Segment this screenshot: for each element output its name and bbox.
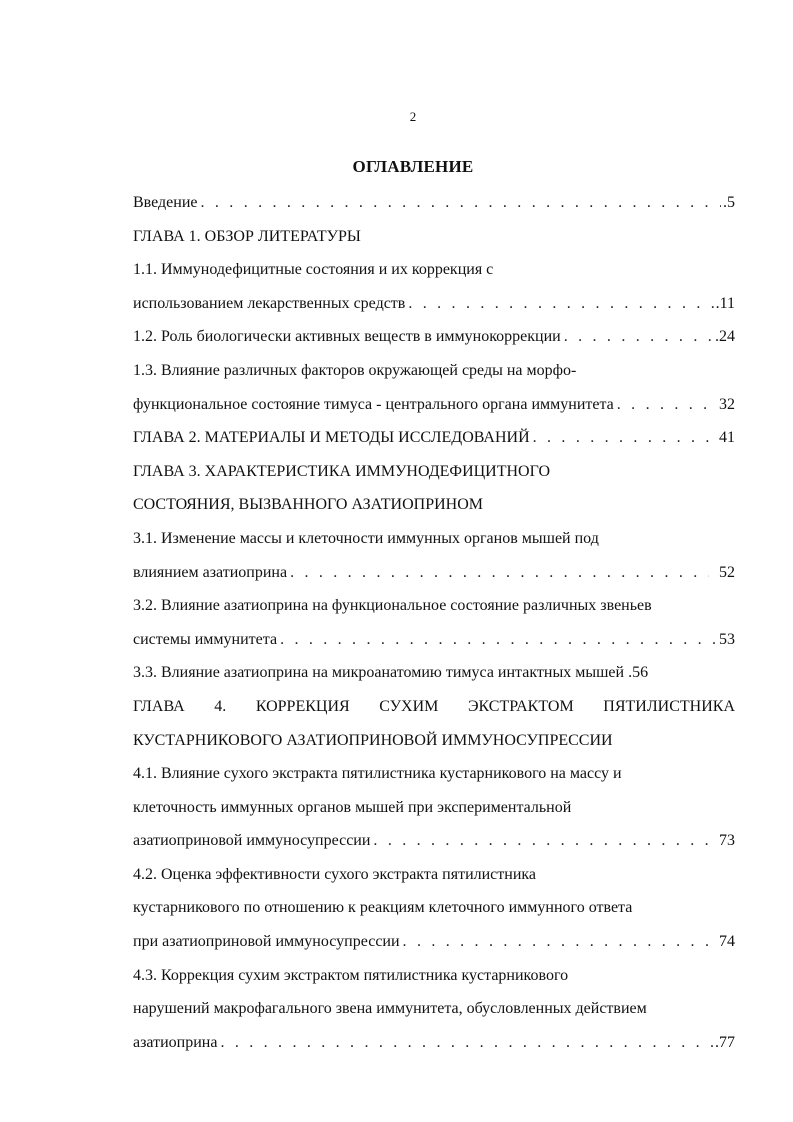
toc-entry-text: влиянием азатиоприна: [133, 563, 288, 581]
toc-chapter-3-line2[interactable]: СОСТОЯНИЯ, ВЫЗВАННОГО АЗАТИОПРИНОМ: [133, 496, 483, 514]
toc-entry-4-1-line1[interactable]: 4.1. Влияние сухого экстракта пятилистника кустарникового на массу и: [133, 765, 622, 783]
toc-entry-page: .5: [723, 194, 735, 211]
toc-entry-3-1[interactable]: [133, 556, 735, 590]
table-of-contents: [133, 186, 735, 1059]
toc-entry-page: 32: [719, 395, 735, 413]
toc-entry-text: системы иммунитета: [133, 630, 278, 648]
toc-entry-1-1[interactable]: [133, 287, 735, 321]
toc-chapter-4-line2[interactable]: КУСТАРНИКОВОГО АЗАТИОПРИНОВОЙ ИММУНОСУПРЕССИИ: [133, 731, 613, 749]
dot-leader: [614, 388, 717, 422]
toc-entry-page: .24: [715, 328, 735, 346]
toc-entry-1-3-line1[interactable]: 1.3. Влияние различных факторов окружающей среды на морфо-: [133, 361, 577, 379]
toc-entry-1-2[interactable]: [133, 320, 735, 354]
toc-chapter-4-line1[interactable]: ГЛАВА 4. КОРРЕКЦИЯ СУХИМ ЭКСТРАКТОМ ПЯТИЛИСТНИКА: [133, 697, 735, 715]
toc-entry-1-1-line1[interactable]: 1.1. Иммунодефицитные состояния и их коррекция с: [133, 261, 494, 279]
dot-leader: [561, 320, 713, 354]
dot-leader: [400, 925, 717, 959]
toc-entry-text: при азатиоприновой иммуносупрессии: [133, 933, 400, 951]
toc-entry-4-2-line1[interactable]: 4.2. Оценка эффективности сухого экстракта пятилистника: [133, 865, 537, 883]
toc-entry-text: азатиоприна: [133, 1033, 218, 1051]
toc-entry-3-3[interactable]: 3.3. Влияние азатиоприна на микроанатомию тимуса интактных мышей .56: [133, 664, 649, 682]
toc-entry-1-3[interactable]: [133, 388, 735, 422]
toc-entry-text: азатиоприновой иммуносупрессии: [133, 832, 371, 850]
toc-chapter-3-line1[interactable]: ГЛАВА 3. ХАРАКТЕРИСТИКА ИММУНОДЕФИЦИТНОГО: [133, 462, 551, 480]
dot-leader: [287, 556, 709, 590]
toc-entry-3-2[interactable]: [133, 623, 735, 657]
toc-entry-4-1[interactable]: [133, 824, 735, 858]
toc-entry-4-3-line1[interactable]: 4.3. Коррекция сухим экстрактом пятилистника кустарникового: [133, 966, 569, 984]
toc-entry-4-3-line2[interactable]: нарушений макрофагального звена иммунитета, обусловленных действием: [133, 1000, 647, 1018]
toc-chapter-2[interactable]: [133, 421, 735, 455]
dot-leader: [198, 186, 722, 220]
dot-leader: [370, 824, 709, 858]
toc-entry-page: 53: [719, 630, 735, 648]
toc-title: ОГЛАВЛЕНИЕ: [352, 157, 474, 176]
toc-entry-text: использованием лекарственных средств: [133, 294, 406, 312]
dot-leader: [405, 287, 713, 321]
toc-entry-page: 74: [719, 933, 735, 951]
toc-entry-text: 1.2. Роль биологически активных веществ в иммунокоррекции: [133, 328, 561, 346]
page-number: 2: [409, 109, 417, 124]
toc-entry-text: функциональное состояние тимуса - центрального органа иммунитета: [133, 395, 614, 413]
toc-entry-intro[interactable]: [133, 186, 735, 220]
toc-entry-text: ГЛАВА 2. МАТЕРИАЛЫ И МЕТОДЫ ИССЛЕДОВАНИЙ: [133, 429, 530, 447]
toc-entry-3-1-line1[interactable]: 3.1. Изменение массы и клеточности иммунных органов мышей под: [133, 529, 599, 547]
toc-entry-page: 41: [719, 429, 735, 447]
toc-entry-4-1-line2[interactable]: клеточность иммунных органов мышей при экспериментальной: [133, 798, 572, 816]
dot-leader: [277, 623, 717, 657]
toc-entry-text: Введение: [133, 194, 198, 211]
toc-entry-4-2-line2[interactable]: кустарникового по отношению к реакциям клеточного иммунного ответа: [133, 899, 633, 917]
toc-entry-page: 73: [719, 832, 735, 850]
toc-entry-page: .77: [715, 1033, 735, 1051]
toc-entry-4-3[interactable]: [133, 1026, 735, 1060]
dot-leader: [530, 421, 717, 455]
toc-entry-4-2[interactable]: [133, 925, 735, 959]
toc-entry-page: 52: [719, 563, 735, 581]
toc-chapter-1[interactable]: ГЛАВА 1. ОБЗОР ЛИТЕРАТУРЫ: [133, 227, 361, 245]
dot-leader: [217, 1026, 713, 1060]
toc-entry-3-2-line1[interactable]: 3.2. Влияние азатиоприна на функциональное состояние различных звеньев: [133, 597, 652, 615]
toc-entry-page: .11: [715, 294, 735, 312]
